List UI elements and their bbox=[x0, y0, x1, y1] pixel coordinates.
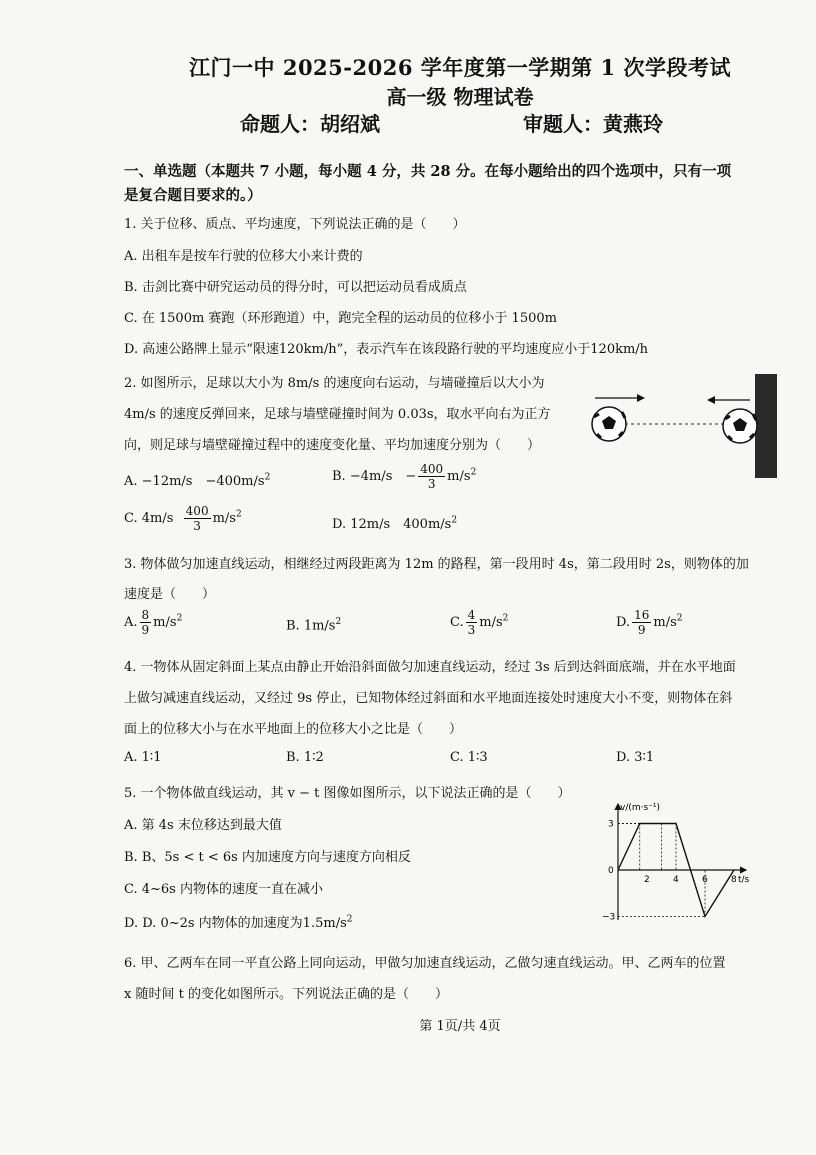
q3-option-a: A. $\frac{8}{9}$ $m/s^2$ bbox=[124, 608, 183, 637]
q1-option-d: D. 高速公路牌上显示“限速120km/h”，表示汽车在该段路行驶的平均速度应小于120km/h bbox=[124, 342, 649, 357]
q3-d-numerator: 16 bbox=[634, 608, 650, 622]
q1-stem: 1. 关于位移、质点、平均速度，下列说法正确的是（ ） bbox=[124, 217, 466, 232]
q2-option-a: A. −12m/s $-400m/s^2$ bbox=[124, 472, 271, 489]
page-number: 第 1页/共 4页 bbox=[419, 1019, 501, 1034]
x-tick-label: 8 bbox=[731, 875, 737, 885]
y-tick-label: 3 bbox=[608, 819, 614, 830]
q5-option-b: B. B、5s < t < 6s 内加速度方向与速度方向相反 bbox=[124, 850, 411, 865]
q1-option-c: C. 在 1500m 赛跑（环形跑道）中，跑完全程的运动员的位移小于 1500m bbox=[124, 311, 557, 326]
vt-graph bbox=[596, 798, 756, 928]
q2-b-numerator: 400 bbox=[420, 462, 444, 476]
arrow-right-icon bbox=[595, 394, 645, 402]
q4-option-a: A. 1∶1 bbox=[124, 750, 162, 765]
q5-option-c: C. 4~6s 内物体的速度一直在减小 bbox=[124, 882, 323, 897]
q3-option-c: C. $\frac{4}{3}$ $m/s^2$ bbox=[450, 608, 509, 637]
q1-option-b: B. 击剑比赛中研究运动员的得分时，可以把运动员看成质点 bbox=[124, 280, 467, 295]
q2-option-b: B. −4m/s − $\frac{400}{3}$ $m/s^2$ bbox=[332, 462, 477, 491]
q5-option-d: D. D. 0~2s 内物体的加速度为$1.5m/s^2$ bbox=[124, 914, 353, 931]
wall bbox=[755, 374, 777, 478]
q4-line1: 4. 一物体从固定斜面上某点由静止开始沿斜面做匀加速直线运动，经过 3s 后到达斜面底端，并在水平地面 bbox=[124, 660, 736, 675]
x-tick-label: 6 bbox=[702, 875, 708, 885]
q4-option-d: D. 3∶1 bbox=[616, 750, 655, 765]
q3-c-numerator: 4 bbox=[467, 608, 476, 622]
q4-line2: 上做匀减速直线运动，又经过 9s 停止，已知物体经过斜面和水平地面连接处时速度大小不变，则物体在斜 bbox=[124, 691, 733, 706]
q4-option-c: C. 1∶3 bbox=[450, 750, 488, 765]
x-axis-label: t/s bbox=[738, 875, 750, 885]
q3-option-d: D. $\frac{16}{9}$ $m/s^2$ bbox=[616, 608, 683, 637]
q2-line1: 2. 如图所示，足球以大小为 8m/s 的速度向右运动，与墙碰撞后以大小为 bbox=[124, 376, 545, 391]
reviewer: 审题人：黄燕玲 bbox=[523, 112, 663, 136]
author: 命题人：胡绍斌 bbox=[240, 112, 380, 136]
arrow-left-icon bbox=[707, 396, 750, 404]
q3-option-b: B. $1m/s^2$ bbox=[286, 617, 342, 634]
q3-line1: 3. 物体做匀加速直线运动，相继经过两段距离为 12m 的路程，第一段用时 4s，第二段用时 2s，则物体的加 bbox=[124, 557, 749, 572]
q2-line3: 向，则足球与墙壁碰撞过程中的速度变化量、平均加速度分别为（ ） bbox=[124, 438, 541, 453]
x-tick-label: 4 bbox=[673, 875, 679, 885]
q5-option-a: A. 第 4s 末位移达到最大值 bbox=[124, 818, 282, 833]
q2-c-numerator: 400 bbox=[185, 504, 209, 518]
y-tick-label: 0 bbox=[608, 866, 614, 876]
exam-title: 江门一中 2025-2026 学年度第一学期第 1 次学段考试 bbox=[189, 55, 731, 80]
football-right-icon bbox=[723, 409, 757, 443]
section-heading-line2: 是复合题目要求的。） bbox=[124, 187, 262, 204]
x-tick-label: 2 bbox=[644, 875, 650, 885]
q3-c-denominator: 3 bbox=[467, 623, 476, 637]
q3-a-numerator: 8 bbox=[141, 608, 150, 622]
q2-option-c: C. 4m/s $\frac{400}{3}$ $m/s^2$ bbox=[124, 504, 242, 533]
q3-a-denominator: 9 bbox=[141, 623, 150, 637]
q3-line2: 速度是（ ） bbox=[124, 587, 216, 602]
y-axis-label: v/(m·s⁻¹) bbox=[620, 803, 661, 813]
q2-line2: 4m/s 的速度反弹回来，足球与墙壁碰撞时间为 0.03s，取水平向右为正方 bbox=[124, 407, 551, 422]
q5-stem: 5. 一个物体做直线运动，其 v − t 图像如图所示，以下说法正确的是（ ） bbox=[124, 786, 571, 801]
q6-line1: 6. 甲、乙两车在同一平直公路上同向运动，甲做匀加速直线运动，乙做匀速直线运动。甲、乙两车的位置 bbox=[124, 956, 726, 971]
section-heading-line1: 一、单选题（本题共 7 小题，每小题 4 分，共 28 分。在每小题给出的四个选项中，只有一项 bbox=[124, 163, 732, 180]
q3-d-denominator: 9 bbox=[637, 623, 646, 637]
q2-c-denominator: 3 bbox=[193, 519, 201, 533]
y-tick-label: −3 bbox=[602, 912, 616, 923]
q2-figure bbox=[585, 372, 785, 482]
q2-b-denominator: 3 bbox=[427, 477, 436, 491]
q6-line2: x 随时间 t 的变化如图所示。下列说法正确的是（ ） bbox=[124, 987, 448, 1002]
q2-option-d: D. 12m/s $400m/s^2$ bbox=[332, 515, 458, 532]
football-left-icon bbox=[592, 407, 626, 441]
q4-line3: 面上的位移大小与在水平地面上的位移大小之比是（ ） bbox=[124, 722, 463, 737]
q4-option-b: B. 1∶2 bbox=[286, 750, 324, 765]
exam-subtitle: 高一级 物理试卷 bbox=[386, 85, 534, 109]
q1-option-a: A. 出租车是按车行驶的位移大小来计费的 bbox=[124, 249, 363, 264]
